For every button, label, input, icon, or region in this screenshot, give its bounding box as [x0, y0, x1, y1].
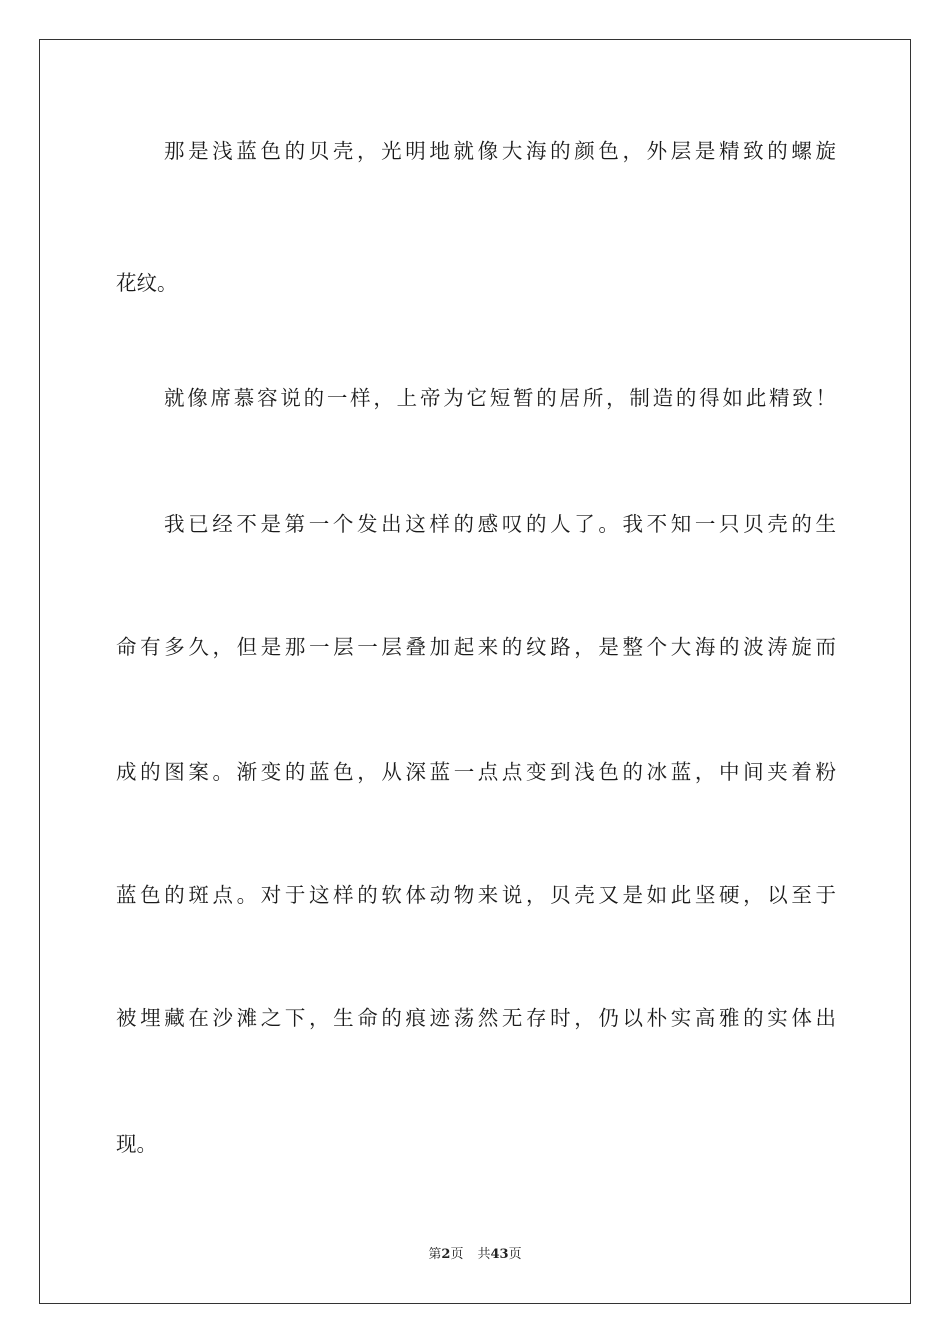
page-number: 2 — [441, 1247, 451, 1262]
page-footer — [0, 1246, 950, 1264]
page-border — [39, 39, 911, 1304]
paragraph-line: 蓝色的斑点。对于这样的软体动物来说，贝壳又是如此坚硬，以至于 — [116, 883, 836, 907]
paragraph-line: 命有多久，但是那一层一层叠加起来的纹路，是整个大海的波涛旋而 — [116, 635, 836, 659]
paragraph-line: 花纹。 — [116, 271, 178, 295]
page-suffix: 页 — [450, 1247, 464, 1262]
paragraph-line: 现。 — [116, 1132, 157, 1156]
paragraph-line: 我已经不是第一个发出这样的感叹的人了。我不知一只贝壳的生 — [164, 512, 836, 536]
paragraph-line: 被埋藏在沙滩之下，生命的痕迹荡然无存时，仍以朴实高雅的实体出 — [116, 1006, 836, 1030]
total-suffix: 页 — [508, 1247, 522, 1262]
total-pages: 43 — [490, 1247, 509, 1262]
paragraph-line: 那是浅蓝色的贝壳，光明地就像大海的颜色，外层是精致的螺旋 — [164, 139, 836, 163]
total-prefix: 共 — [477, 1247, 491, 1262]
paragraph-line: 成的图案。渐变的蓝色，从深蓝一点点变到浅色的冰蓝，中间夹着粉 — [116, 760, 836, 784]
paragraph-line: 就像席慕容说的一样，上帝为它短暂的居所，制造的得如此精致！ — [164, 386, 836, 410]
page-prefix: 第 — [428, 1247, 442, 1262]
